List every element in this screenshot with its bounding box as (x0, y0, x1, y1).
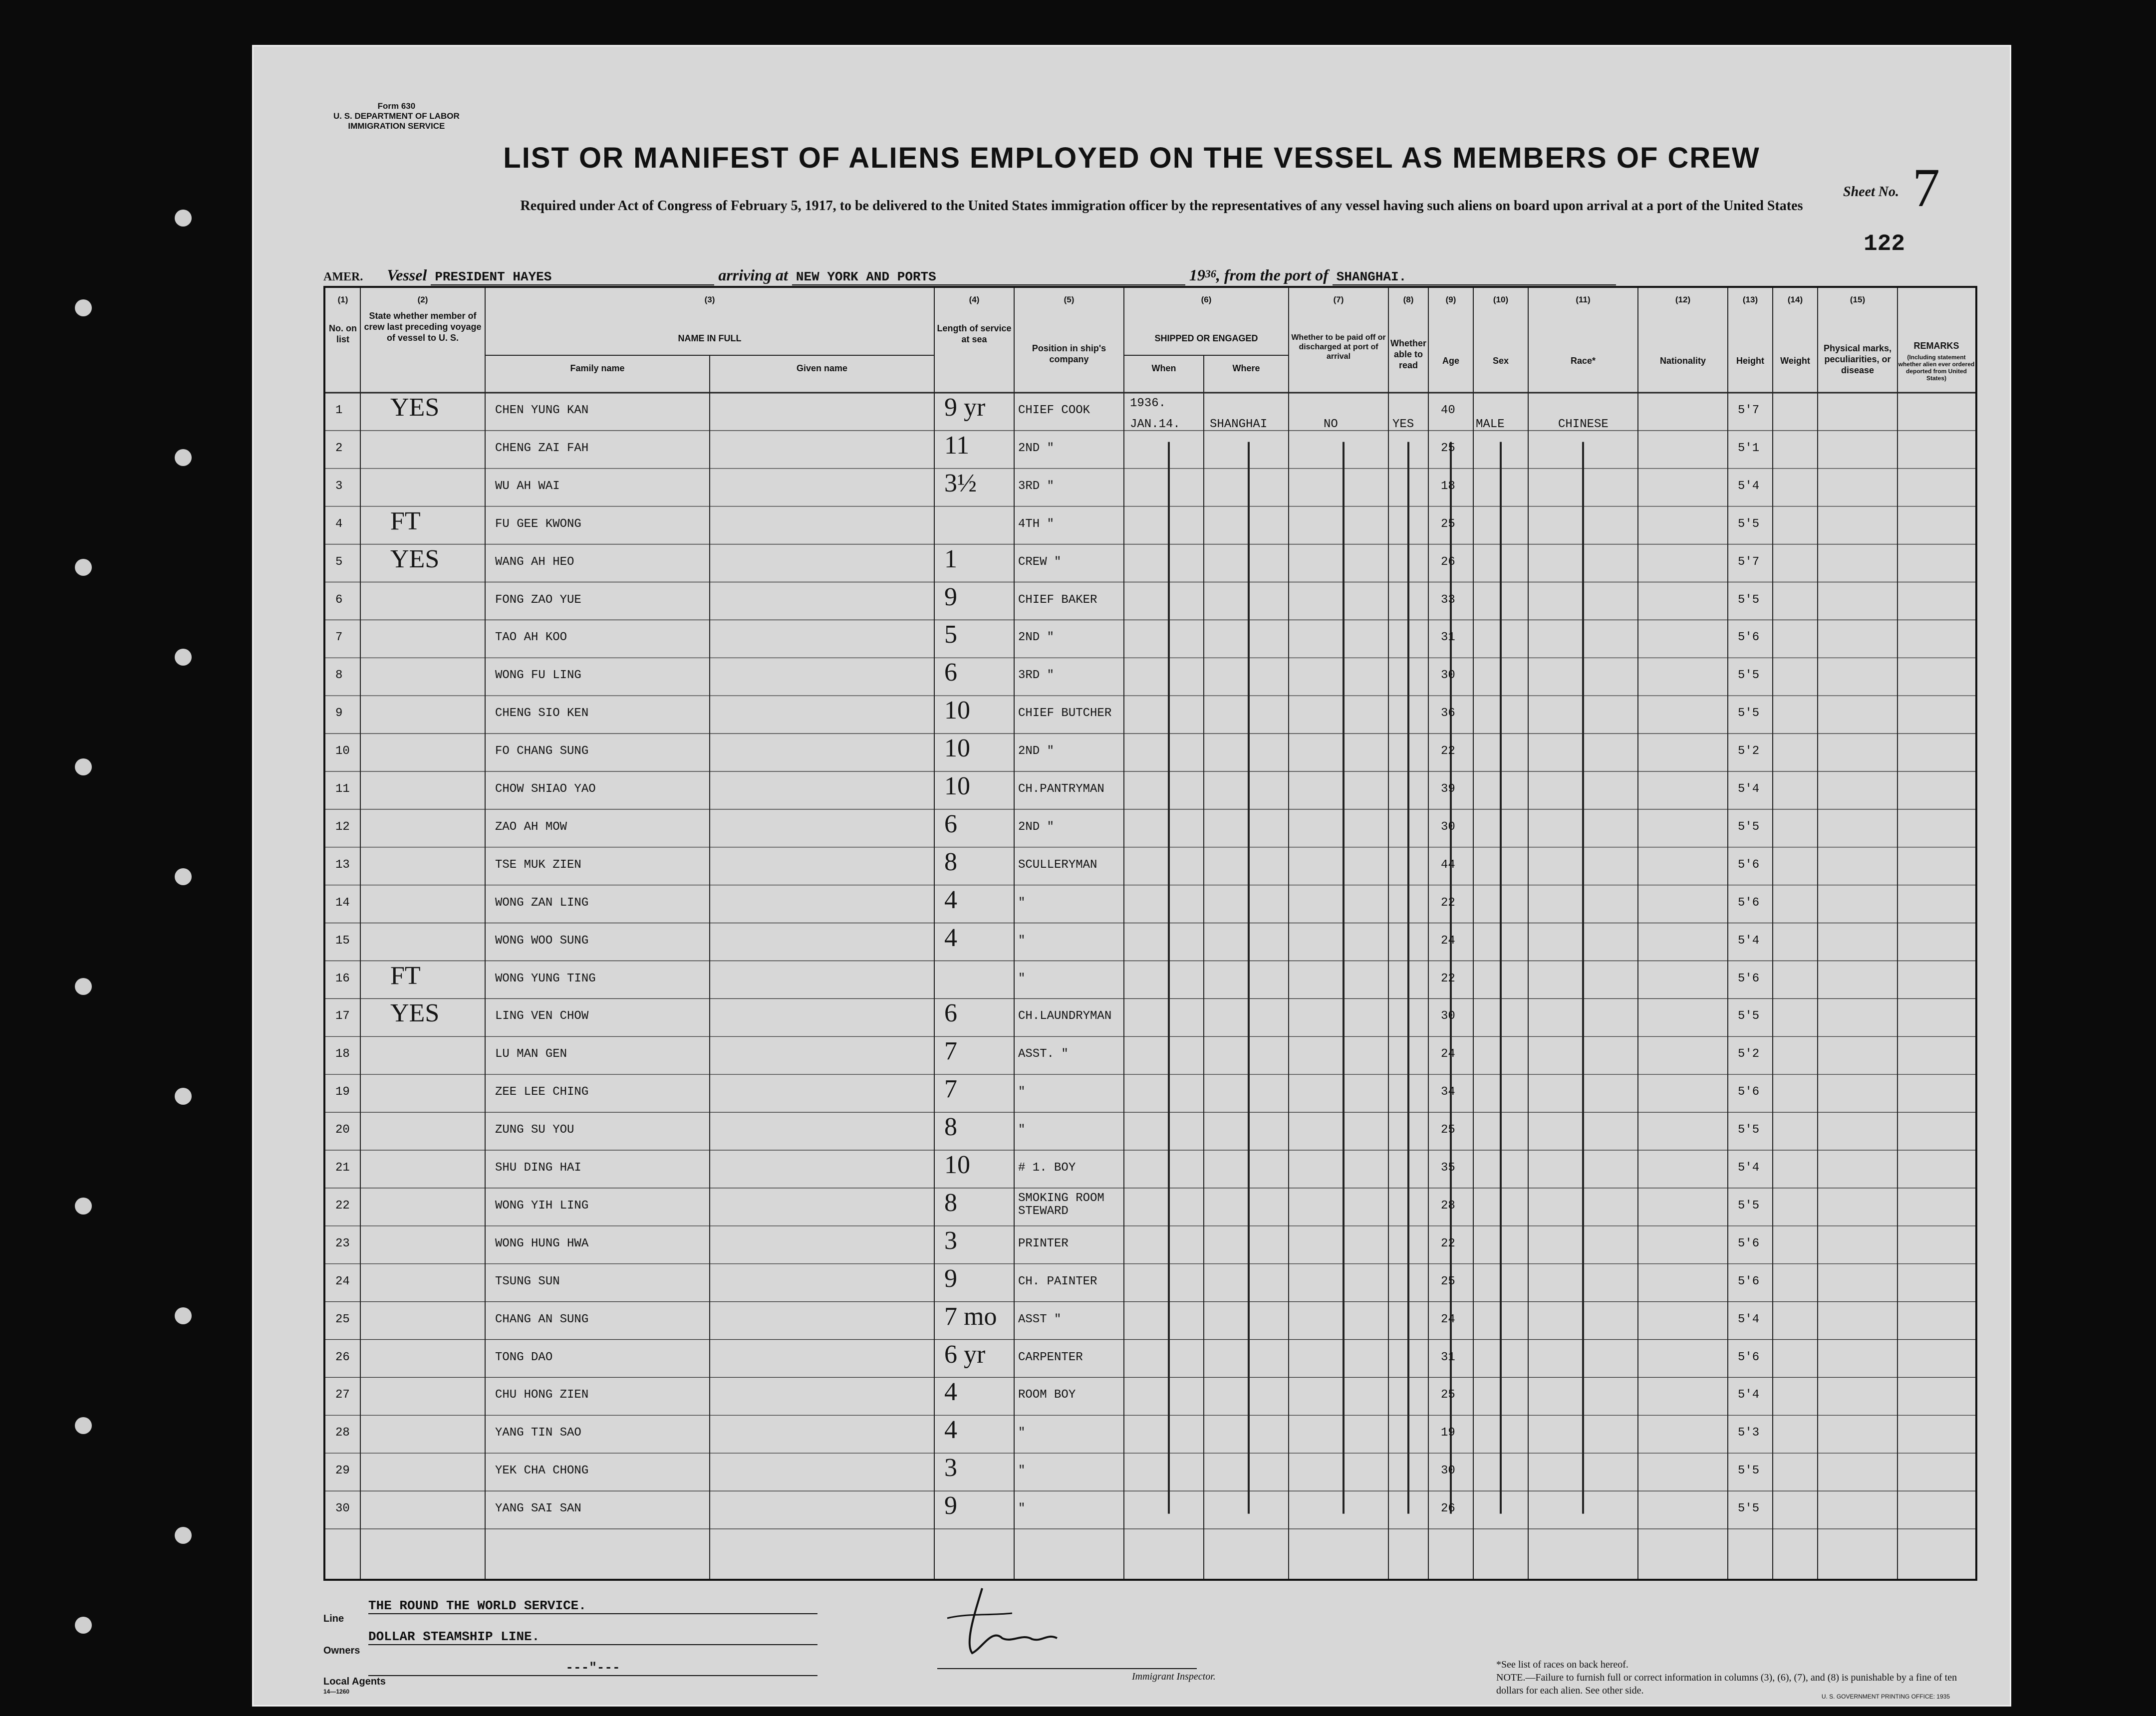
row-number: 9 (335, 707, 343, 721)
family-name: WONG YIH LING (495, 1199, 589, 1213)
age: 30 (1441, 820, 1455, 834)
family-name: FU GEE KWONG (495, 517, 581, 531)
header-member-last-voyage: State whether member of crew last preceding voyage of vessel to U. S. (364, 311, 482, 343)
line-label: Line (323, 1613, 344, 1624)
age: 33 (1441, 593, 1455, 607)
family-name: WONG FU LING (495, 669, 581, 683)
line-value: THE ROUND THE WORLD SERVICE. (368, 1598, 817, 1614)
position: CHIEF BAKER (1018, 593, 1097, 607)
height: 5'5 (1738, 1009, 1760, 1023)
row-number: 29 (335, 1464, 350, 1478)
inspector-label: Immigrant Inspector. (1132, 1671, 1216, 1682)
row-number: 20 (335, 1123, 350, 1137)
position: CH.LAUNDRYMAN (1018, 1009, 1112, 1023)
manifest-footer (323, 1598, 1977, 1696)
binder-hole (75, 1417, 92, 1434)
header-nationality: Nationality (1659, 356, 1706, 366)
vessel-label: Vessel (387, 266, 427, 284)
family-name: CHU HONG ZIEN (495, 1388, 589, 1402)
position: " (1018, 972, 1026, 985)
service-length: 4 (944, 923, 957, 952)
column-number: (12) (1675, 295, 1691, 304)
row-number: 1 (335, 404, 343, 417)
height: 5'5 (1738, 1502, 1760, 1516)
printer-mark: U. S. GOVERNMENT PRINTING OFFICE: 1935 (1821, 1693, 1950, 1700)
binder-holes (0, 0, 250, 1716)
form-identifier (333, 101, 460, 131)
family-name: FO CHANG SUNG (495, 744, 589, 758)
height: 5'2 (1738, 1047, 1760, 1061)
position: # 1. BOY (1018, 1161, 1076, 1175)
row-number: 26 (335, 1350, 350, 1364)
row-number: 4 (335, 517, 343, 531)
age: 30 (1441, 1464, 1455, 1478)
position: 4TH " (1018, 517, 1055, 531)
family-name: CHENG ZAI FAH (495, 441, 589, 455)
form-code: 14—1260 (323, 1688, 350, 1695)
height: 5'5 (1738, 1199, 1760, 1213)
service-length: 6 yr (944, 1340, 986, 1369)
height: 5'6 (1738, 1236, 1760, 1250)
family-name: TONG DAO (495, 1350, 553, 1364)
service-length: 3 (944, 1454, 957, 1482)
position: " (1018, 1426, 1026, 1440)
service-length: 9 (944, 1264, 957, 1293)
crew-last-voyage: FT (390, 961, 421, 990)
binder-hole (175, 649, 192, 666)
header-shipped-engaged: SHIPPED OR ENGAGED (1154, 333, 1258, 343)
row-number: 10 (335, 744, 350, 758)
row-number: 12 (335, 820, 350, 834)
crew-manifest-table (323, 286, 1977, 1581)
page-title: LIST OR MANIFEST OF ALIENS EMPLOYED ON THE VESSEL AS MEMBERS OF CREW (503, 142, 1760, 174)
family-name: TSE MUK ZIEN (495, 858, 581, 872)
sheet-number-value: 7 (1912, 157, 1940, 218)
family-name: TSUNG SUN (495, 1274, 560, 1288)
height: 5'5 (1738, 517, 1760, 531)
binder-hole (175, 1307, 192, 1324)
family-name: WANG AH HEO (495, 555, 574, 569)
height: 5'6 (1738, 631, 1760, 645)
table-grid (325, 288, 1975, 1579)
family-name: ZEE LEE CHING (495, 1085, 589, 1099)
family-name: YANG SAI SAN (495, 1502, 581, 1516)
header-paid-off: Whether to be paid off or discharged at port of arrival (1291, 333, 1386, 361)
header-family-name: Family name (570, 363, 625, 373)
header-when: When (1151, 363, 1176, 373)
header-given-name: Given name (796, 363, 848, 373)
agents-value: ---"--- (368, 1660, 817, 1676)
position: CHIEF COOK (1018, 404, 1090, 417)
age: 39 (1441, 782, 1455, 796)
row-number: 15 (335, 934, 350, 948)
height: 5'2 (1738, 744, 1760, 758)
service-length: 9 (944, 1491, 957, 1520)
crew-last-voyage: YES (390, 999, 440, 1028)
header-able-to-read: Whether able to read (1390, 338, 1426, 370)
column-number: (6) (1201, 295, 1212, 304)
age: 24 (1441, 1047, 1455, 1061)
binder-hole (75, 559, 92, 576)
row-number: 19 (335, 1085, 350, 1099)
header-remarks-note: (Including statement whether alien ever ordered deported from United States) (1898, 354, 1975, 382)
family-name: FONG ZAO YUE (495, 593, 581, 607)
header-remarks: REMARKS (1913, 341, 1959, 351)
form-label: Form 630 (377, 101, 416, 111)
binder-hole (75, 978, 92, 995)
position: CHIEF BUTCHER (1018, 707, 1112, 721)
family-name: LING VEN CHOW (495, 1009, 589, 1023)
height: 5'5 (1738, 1123, 1760, 1137)
row-number: 7 (335, 631, 343, 645)
row-number: 18 (335, 1047, 350, 1061)
height: 5'4 (1738, 934, 1760, 948)
age: 25 (1441, 517, 1455, 531)
row-number: 16 (335, 972, 350, 985)
age: 18 (1441, 479, 1455, 493)
races-note: *See list of races on back hereof. (1496, 1659, 1628, 1670)
height: 5'5 (1738, 1464, 1760, 1478)
age: 44 (1441, 858, 1455, 872)
height: 5'6 (1738, 858, 1760, 872)
binder-hole (175, 210, 192, 227)
age: 36 (1441, 707, 1455, 721)
service-length: 4 (944, 1416, 957, 1445)
service-length: 10 (944, 1151, 970, 1179)
height: 5'6 (1738, 896, 1760, 910)
header-age: Age (1442, 356, 1459, 366)
age: 25 (1441, 1388, 1455, 1402)
binder-hole (75, 299, 92, 316)
height: 5'3 (1738, 1426, 1760, 1440)
binder-hole (175, 868, 192, 885)
service-length: 1 (944, 544, 957, 573)
row-number: 28 (335, 1426, 350, 1440)
arriving-label: arriving at (718, 266, 788, 284)
service-length: 6 (944, 999, 957, 1028)
vessel-line: AMER. Vessel PRESIDENT HAYES arriving at NEW YORK AND PORTS 1936, from the port of SHANGHAI. (323, 266, 1616, 285)
column-number: (8) (1403, 295, 1414, 304)
family-name: YANG TIN SAO (495, 1426, 581, 1440)
position: SMOKING ROOM STEWARD (1018, 1191, 1104, 1218)
header-name-in-full: NAME IN FULL (678, 333, 742, 343)
age: 31 (1441, 631, 1455, 645)
column-number: (7) (1333, 295, 1344, 304)
row-number: 21 (335, 1161, 350, 1175)
binder-hole (175, 1527, 192, 1544)
service-length: 7 mo (944, 1302, 997, 1331)
position: PRINTER (1018, 1236, 1069, 1250)
position: " (1018, 1464, 1026, 1478)
column-number: (9) (1445, 295, 1456, 304)
sex-value: MALE (1476, 418, 1505, 431)
position: 2ND " (1018, 441, 1055, 455)
service-length: 6 (944, 658, 957, 687)
vessel-nationality: AMER. (323, 270, 363, 283)
age: 26 (1441, 1502, 1455, 1516)
position: 2ND " (1018, 744, 1055, 758)
family-name: CHOW SHIAO YAO (495, 782, 596, 796)
paid-off-value: NO (1324, 418, 1338, 431)
family-name: WONG HUNG HWA (495, 1236, 589, 1250)
header-physical-marks: Physical marks, peculiarities, or disease (1823, 343, 1892, 375)
position: 2ND " (1018, 820, 1055, 834)
penalty-note: NOTE.—Failure to furnish full or correct information in columns (3), (6), (7), and (8) is punishable by a fine of ten dollars for each alien. See other side. (1496, 1672, 1957, 1696)
row-number: 17 (335, 1009, 350, 1023)
row-number: 25 (335, 1312, 350, 1326)
inspector-signature-line (937, 1668, 1197, 1669)
from-port-label: from the port of (1224, 266, 1329, 284)
family-name: WU AH WAI (495, 479, 560, 493)
family-name: ZUNG SU YOU (495, 1123, 574, 1137)
age: 35 (1441, 1161, 1455, 1175)
family-name: WONG ZAN LING (495, 896, 589, 910)
owners-value: DOLLAR STEAMSHIP LINE. (368, 1629, 817, 1645)
service-length: 9 yr (944, 393, 986, 422)
family-name: WONG WOO SUNG (495, 934, 589, 948)
able-to-read-value: YES (1392, 418, 1414, 431)
position: 2ND " (1018, 631, 1055, 645)
height: 5'1 (1738, 441, 1760, 455)
height: 5'7 (1738, 555, 1760, 569)
header-position: Position in ship's company (1032, 343, 1106, 364)
family-name: CHANG AN SUNG (495, 1312, 589, 1326)
header-where: Where (1232, 363, 1260, 373)
position: CARPENTER (1018, 1350, 1083, 1364)
age: 22 (1441, 1236, 1455, 1250)
height: 5'5 (1738, 593, 1760, 607)
row-number: 11 (335, 782, 350, 796)
position: 3RD " (1018, 669, 1055, 683)
age: 22 (1441, 972, 1455, 985)
sheet-reference: 122 (1864, 231, 1905, 257)
family-name: ZAO AH MOW (495, 820, 567, 834)
family-name: CHENG SIO KEN (495, 707, 589, 721)
column-number: (4) (969, 295, 980, 304)
age: 22 (1441, 744, 1455, 758)
header-sex: Sex (1492, 356, 1509, 366)
service-label: IMMIGRATION SERVICE (348, 121, 445, 131)
vessel-name: PRESIDENT HAYES (431, 269, 714, 285)
row-number: 22 (335, 1199, 350, 1213)
height: 5'5 (1738, 707, 1760, 721)
binder-hole (75, 758, 92, 775)
row-number: 5 (335, 555, 343, 569)
row-number: 2 (335, 441, 343, 455)
row-number: 14 (335, 896, 350, 910)
agents-label: Local Agents (323, 1676, 386, 1687)
family-name: TAO AH KOO (495, 631, 567, 645)
shipped-when: JAN.14. (1130, 418, 1180, 431)
inspector-signature (927, 1583, 1127, 1663)
department-label: U. S. DEPARTMENT OF LABOR (333, 111, 460, 121)
header-no-on-list: No. on list (329, 323, 357, 344)
height: 5'4 (1738, 1312, 1760, 1326)
column-number: (5) (1064, 295, 1075, 304)
age: 34 (1441, 1085, 1455, 1099)
column-number: (3) (704, 295, 715, 304)
family-name: CHEN YUNG KAN (495, 404, 589, 417)
height: 5'4 (1738, 1161, 1760, 1175)
row-number: 6 (335, 593, 343, 607)
height: 5'6 (1738, 1350, 1760, 1364)
position: " (1018, 896, 1026, 910)
position: CH. PAINTER (1018, 1274, 1097, 1288)
height: 5'7 (1738, 404, 1760, 417)
row-number: 3 (335, 479, 343, 493)
age: 19 (1441, 1426, 1455, 1440)
column-number: (1) (337, 295, 348, 304)
age: 25 (1441, 441, 1455, 455)
position: " (1018, 934, 1026, 948)
service-length: 10 (944, 772, 970, 800)
position: ASST. " (1018, 1047, 1069, 1061)
from-port: SHANGHAI. (1333, 269, 1616, 285)
service-length: 5 (944, 620, 957, 649)
position: ASST " (1018, 1312, 1062, 1326)
manifest-sheet (252, 45, 2011, 1707)
service-length: 8 (944, 1113, 957, 1142)
crew-last-voyage: YES (390, 544, 440, 573)
shipped-year: 1936. (1130, 397, 1166, 410)
height: 5'6 (1738, 1274, 1760, 1288)
height: 5'6 (1738, 1085, 1760, 1099)
position: " (1018, 1502, 1026, 1516)
height: 5'5 (1738, 820, 1760, 834)
age: 40 (1441, 404, 1455, 417)
service-length: 8 (944, 847, 957, 876)
age: 26 (1441, 555, 1455, 569)
row-number: 23 (335, 1236, 350, 1250)
age: 24 (1441, 934, 1455, 948)
age: 22 (1441, 896, 1455, 910)
age: 31 (1441, 1350, 1455, 1364)
service-length: 3½ (944, 469, 977, 497)
header-weight: Weight (1780, 356, 1810, 366)
service-length: 4 (944, 885, 957, 914)
row-number: 8 (335, 669, 343, 683)
position: ROOM BOY (1018, 1388, 1076, 1402)
family-name: LU MAN GEN (495, 1047, 567, 1061)
column-number: (15) (1850, 295, 1866, 304)
family-name: YEK CHA CHONG (495, 1464, 589, 1478)
column-number: (10) (1493, 295, 1509, 304)
service-length: 6 (944, 809, 957, 838)
height: 5'5 (1738, 669, 1760, 683)
family-name: SHU DING HAI (495, 1161, 581, 1175)
year-suffix: 36 (1205, 267, 1216, 280)
service-length: 11 (944, 431, 970, 460)
row-number: 13 (335, 858, 350, 872)
service-length: 4 (944, 1378, 957, 1407)
column-number: (2) (417, 295, 428, 304)
position: 3RD " (1018, 479, 1055, 493)
binder-hole (75, 1617, 92, 1634)
position: SCULLERYMAN (1018, 858, 1097, 872)
binder-hole (75, 1198, 92, 1215)
row-number: 24 (335, 1274, 350, 1288)
shipped-where: SHANGHAI (1210, 418, 1268, 431)
age: 30 (1441, 1009, 1455, 1023)
crew-last-voyage: FT (390, 506, 421, 535)
height: 5'6 (1738, 972, 1760, 985)
column-number: (14) (1787, 295, 1803, 304)
column-number: (11) (1576, 295, 1591, 304)
column-number: (13) (1742, 295, 1758, 304)
service-length: 9 (944, 582, 957, 611)
position: " (1018, 1085, 1026, 1099)
race-value: CHINESE (1558, 418, 1609, 431)
height: 5'4 (1738, 782, 1760, 796)
header-height: Height (1736, 356, 1764, 366)
owners-label: Owners (323, 1645, 360, 1656)
header-race: Race* (1570, 356, 1596, 366)
height: 5'4 (1738, 1388, 1760, 1402)
position: CH.PANTRYMAN (1018, 782, 1104, 796)
service-length: 10 (944, 696, 970, 725)
family-name: WONG YUNG TING (495, 972, 596, 985)
age: 24 (1441, 1312, 1455, 1326)
arriving-port: NEW YORK AND PORTS (792, 269, 1185, 285)
height: 5'4 (1738, 479, 1760, 493)
age: 30 (1441, 669, 1455, 683)
position: " (1018, 1123, 1026, 1137)
header-length-of-service: Length of service at sea (937, 323, 1012, 344)
page-subtitle: Required under Act of Congress of February 5, 1917, to be delivered to the United States immigration officer by the representatives of any vessel having such aliens on board upon arrival at a port of the United States (520, 198, 1803, 214)
row-number: 30 (335, 1502, 350, 1516)
service-length: 7 (944, 1037, 957, 1066)
service-length: 10 (944, 734, 970, 763)
age: 28 (1441, 1199, 1455, 1213)
sheet-number-label: Sheet No. (1843, 184, 1899, 200)
age: 25 (1441, 1123, 1455, 1137)
service-length: 8 (944, 1188, 957, 1217)
age: 25 (1441, 1274, 1455, 1288)
crew-last-voyage: YES (390, 393, 440, 422)
binder-hole (175, 449, 192, 466)
position: CREW " (1018, 555, 1062, 569)
binder-hole (175, 1088, 192, 1105)
service-length: 7 (944, 1075, 957, 1104)
row-number: 27 (335, 1388, 350, 1402)
year-prefix: 19 (1189, 266, 1205, 284)
service-length: 3 (944, 1226, 957, 1255)
